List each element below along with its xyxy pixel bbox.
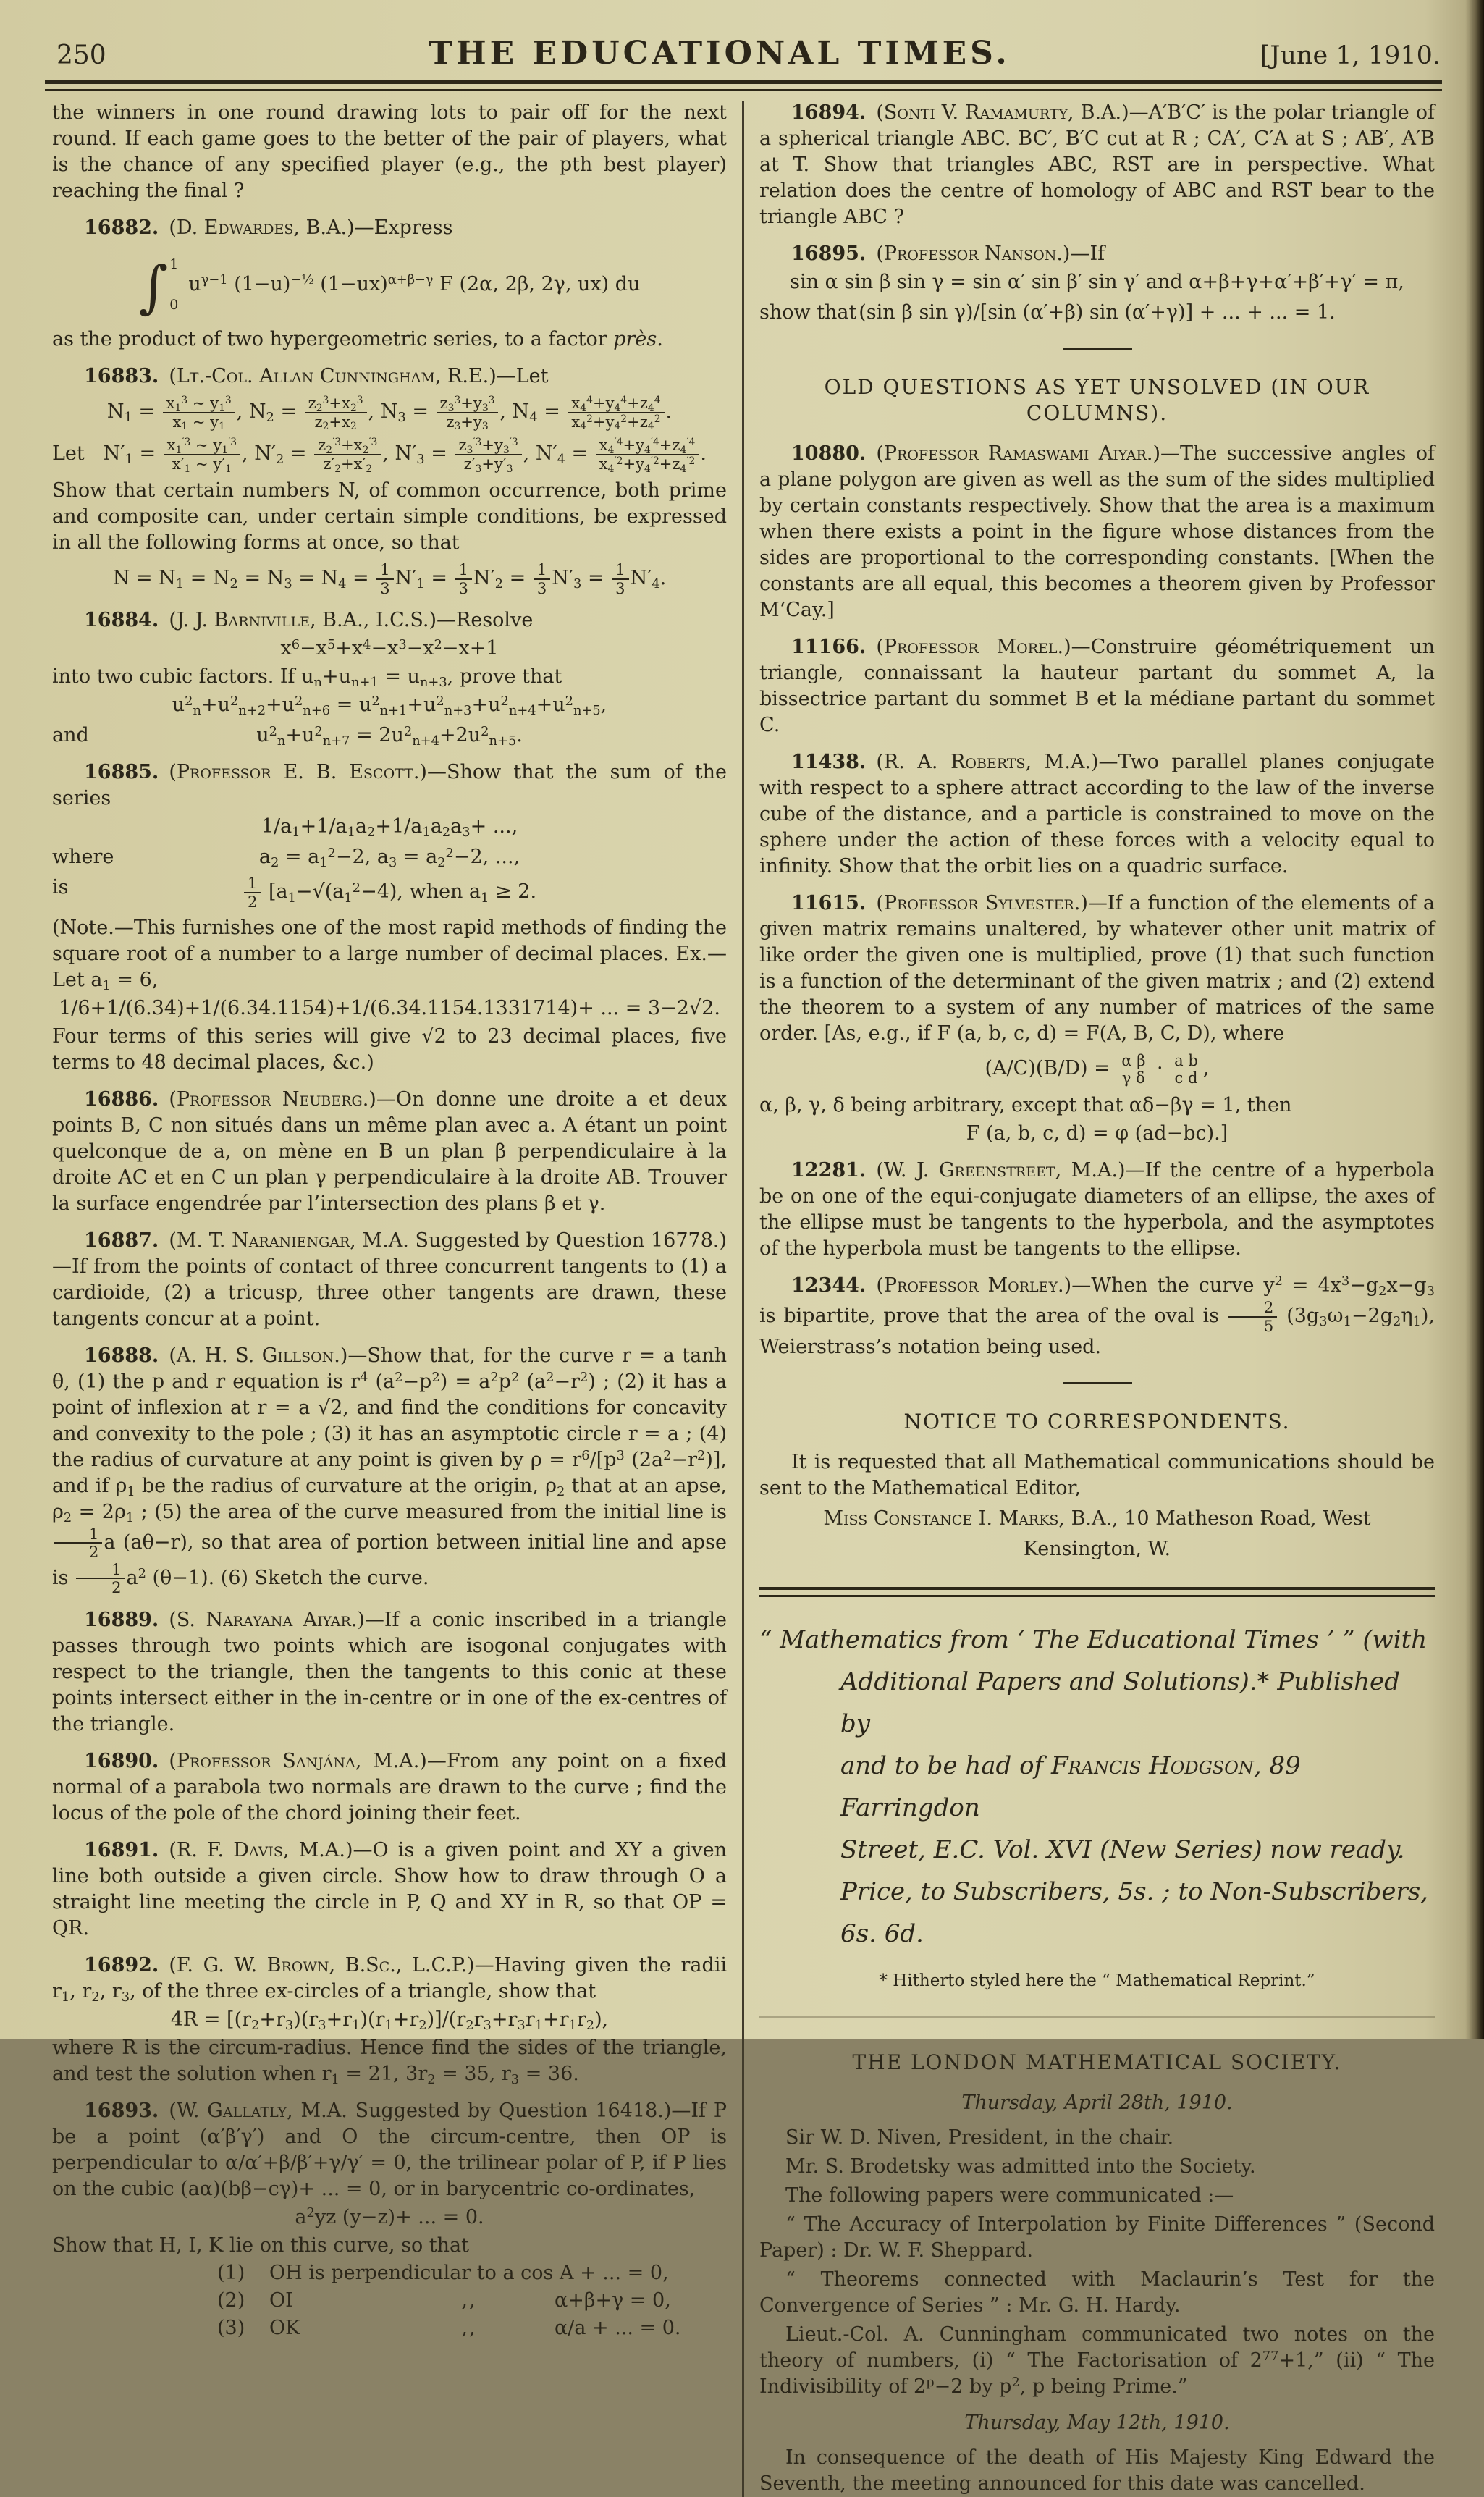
question-author: (Professor Sanjána, M.A.) bbox=[169, 1749, 427, 1772]
equation-16884-3-row bbox=[52, 723, 727, 749]
item-number: (3) bbox=[217, 2316, 245, 2339]
question-10880 bbox=[759, 441, 1435, 623]
page-date: [June 1, 1910. bbox=[1260, 41, 1441, 70]
question-text: —Two parallel planes conjugate with respect to a sphere attract according to the law of the inverse cube of the distance, and a particle is constrained to move on the sphere under the action of these forces with a velocity equal to infinity. Show that the orbit lies on a quadric surface. bbox=[759, 751, 1435, 877]
question-12281 bbox=[759, 1158, 1435, 1262]
question-number: 16883. bbox=[84, 365, 159, 387]
question-16892 bbox=[52, 1953, 727, 2005]
question-author: (D. Edwardes, B.A.) bbox=[169, 216, 355, 239]
editor-name: Miss Constance I. Marks, B.A., bbox=[823, 1507, 1118, 1530]
right-column bbox=[759, 100, 1465, 2497]
question-author: (R. F. Davis, M.A.) bbox=[169, 1838, 353, 1861]
question-number: 12281. bbox=[791, 1159, 867, 1182]
question-16882-after bbox=[52, 327, 727, 353]
question-11438 bbox=[759, 749, 1435, 880]
equation-16892-1: $4R = [(r_2+r_3)(r_3+r_1)(r_1+r_2)]/(r_2r_3+r_3r_1+r_1r_2)$, bbox=[170, 2008, 609, 2033]
condition-row-1 bbox=[52, 2260, 727, 2286]
question-16885-note: (Note.—This furnishes one of the most rapid methods of finding the square root of a number to a large number of decimal places. Ex.—Let $a_1 = 6$, bbox=[52, 916, 727, 993]
let-label: Let bbox=[52, 442, 85, 466]
equation: $N'_1$ = $\frac{x_1^{'3} \sim y_1^{'3}}{x'_1 \sim y'_1}$ , $N'_2$ = $\frac{z_2^{'3}+x_2^{'3}}{z'_2+x'_2}$ , $N'_3$ = $\frac{z_3^{'3}+y_3^{'3}}{z'_3+y'_3}$ , $N'_4$ = $\frac{x_4^{'4}+y_4^{'4}+z_4^{'4}}{x_4^{'2}+y_4^{'2}+z_4^{'2}}$ . bbox=[103, 436, 707, 475]
segment-label: OK bbox=[269, 2316, 300, 2339]
publisher-name: Francis Hodgson bbox=[1050, 1751, 1254, 1781]
page-title: THE EDUCATIONAL TIMES. bbox=[429, 35, 1011, 72]
section-rule bbox=[1063, 348, 1132, 350]
question-number: 16889. bbox=[84, 1608, 159, 1631]
question-number: 16895. bbox=[791, 243, 867, 265]
question-text: —If a function of the elements of a given matrix remains unaltered, by whatever other unit matrix of like order the given one is multiplied, prove (1) that such function is a function of the determinant of the given matrix ; and (2) extend the theorem to a system of any number of matrices of the same order. [As, e.g., if F (a, b, c, d) = F(A, B, C, D), where bbox=[759, 892, 1435, 1045]
question-text: —Express bbox=[354, 216, 453, 239]
equation: $\frac{1}{2}$ [$a_1-√(a_1^2-4)$, when $a_1 \ge 2$. bbox=[52, 875, 727, 910]
question-16885-note2: Four terms of this series will give √2 to 23 decimal places, five terms to 48 decimal places, &c.) bbox=[52, 1024, 727, 1074]
editor-address: 10 Matheson Road, West bbox=[1118, 1507, 1371, 1530]
show-that-label: show that bbox=[759, 301, 857, 324]
lms-heading: THE LONDON MATHEMATICAL SOCIETY. bbox=[852, 2050, 1342, 2075]
question-number: 16884. bbox=[84, 609, 159, 632]
text: , 89 Farringdon bbox=[840, 1751, 1301, 1823]
equation-16882-integral: ∫ 1 0 $u^{\gamma-1}$ $(1-u)^{-\frac{1}{2}}$ $(1-ux)^{\alpha+\beta-\gamma}$ F (2α, 2β, 2γ, ux) du bbox=[52, 251, 727, 318]
left-column bbox=[52, 100, 727, 2497]
advert-line-1: “ Mathematics from ‘ The Educational Times ’ ” (with bbox=[759, 1625, 1428, 1655]
question-text: —If bbox=[1070, 243, 1105, 265]
question-author: (Professor Nanson.) bbox=[876, 243, 1071, 265]
and-label: and bbox=[52, 724, 89, 747]
section-rule bbox=[1063, 1382, 1132, 1384]
text-italic: près. bbox=[613, 328, 663, 350]
advert-line-2: Additional Papers and Solutions).* Published by bbox=[840, 1667, 1400, 1739]
advert-rule bbox=[759, 1587, 1435, 1597]
question-11615 bbox=[759, 890, 1435, 1047]
question-author: (J. J. Barniville, B.A., I.C.S.) bbox=[169, 609, 437, 632]
question-text: —If from the points of contact of three concurrent tangents to (1) a cardioide, (2) a tricusp, three other tangents are drawn, these tangents concur at a point. bbox=[52, 1255, 727, 1330]
equation-16884-2: $u^2_n+u^2_{n+2}+u^2_{n+6} = u^2_{n+1}+u^2_{n+3}+u^2_{n+4}+u^2_{n+5}$, bbox=[172, 693, 607, 719]
question-number: 16890. bbox=[84, 1749, 159, 1772]
lms-paper-1: “ The Accuracy of Interpolation by Finite Differences ” (Second Paper) : Dr. W. F. Sheppard. bbox=[759, 2213, 1435, 2262]
question-text: —Construire géométriquement un triangle, connaissant la hauteur partant du sommet A, la bissectrice partant du sommet B et la médiane partant du sommet C. bbox=[759, 636, 1435, 736]
item-number: (2) bbox=[217, 2288, 245, 2312]
question-text: —If P be a point (α′β′γ′) and O the circum-centre, then OP is perpendicular to α/α′+β/β′+γ/γ′ = 0, the trilinear polar of P, if P lies on the cubic (aα)(bβ−cγ)+ ... = 0, or in barycentric co-ordinates, bbox=[52, 2099, 728, 2200]
lms-paragraph-3: The following papers were communicated :— bbox=[785, 2184, 1234, 2207]
condition-row-3 bbox=[52, 2315, 727, 2341]
question-number: 16885. bbox=[84, 761, 159, 784]
question-author: (Professor Morley.) bbox=[876, 1274, 1072, 1297]
equation-16895-1: sin α sin β sin γ = sin α′ sin β′ sin γ′ and α+β+γ+α′+β′+γ′ = π, bbox=[790, 271, 1404, 293]
question-author: (Professor Morel.) bbox=[876, 636, 1071, 658]
equation-16885-4: 1/6+1/(6.34)+1/(6.34.1154)+1/(6.34.1154.1331714)+ ... = 3−2√2. bbox=[59, 996, 720, 1019]
question-16890 bbox=[52, 1748, 727, 1827]
two-column-body bbox=[0, 91, 1484, 2497]
question-text: —Let bbox=[496, 365, 549, 387]
question-author-note: Suggested by Question 16778.) bbox=[408, 1229, 727, 1252]
question-text: —Having given the radii $r_1$, $r_2$, $r_3$, of the three ex-circles of a triangle, show that bbox=[52, 1953, 728, 2005]
notice-address-line1 bbox=[759, 1506, 1435, 1532]
question-11615-body: α, β, γ, δ being arbitrary, except that αδ−βγ = 1, then bbox=[759, 1094, 1292, 1117]
question-16892-body: where R is the circum-radius. Hence find the sides of the triangle, and test the solution when $r_1 = 21$, $3r_2 = 35$, $r_3 = 36$. bbox=[52, 2036, 727, 2087]
equation-16883-2 bbox=[52, 436, 727, 475]
question-16884 bbox=[52, 607, 727, 633]
text: as the product of two hypergeometric series, to a factor bbox=[52, 328, 614, 350]
advert-footnote: * Hitherto styled here the “ Mathematical Reprint.” bbox=[879, 1971, 1315, 1991]
lms-paragraph-1: Sir W. D. Niven, President, in the chair. bbox=[785, 2126, 1174, 2149]
header-rule bbox=[45, 80, 1442, 91]
question-author: (Professor Ramaswami Aiyar.) bbox=[876, 442, 1160, 465]
condition-formula: α/a + ... = 0. bbox=[555, 2316, 681, 2339]
advert-line-3 bbox=[759, 1745, 1435, 1829]
question-number: 10880. bbox=[791, 442, 867, 465]
question-number: 12344. bbox=[791, 1274, 867, 1297]
question-16883 bbox=[52, 363, 727, 390]
equation-16883-3: $N = N_1 = N_2 = N_3 = N_4$ = $\frac{1}{3}$ $N'_1$ = $\frac{1}{3}$ $N'_2$ = $\frac{1}{3}$ $N'_3$ = $\frac{1}{3}$ $N'_4$. bbox=[112, 560, 667, 597]
question-number: 16886. bbox=[84, 1087, 159, 1111]
question-text: —O is a given point and XY a given line both outside a given circle. Show how to draw through O a straight line meeting the circle in P, Q and XY in R, so that OP = QR. bbox=[52, 1838, 727, 1940]
question-16893 bbox=[52, 2098, 727, 2202]
question-number: 16892. bbox=[84, 1953, 159, 1976]
advert-line-4: Street, E.C. Vol. XVI (New Series) now ready. bbox=[840, 1835, 1405, 1865]
question-author: (M. T. Naraniengar, M.A. bbox=[169, 1229, 409, 1252]
question-text: —If the centre of a hyperbola be on one of the equi-conjugate diameters of an ellipse, the axes of the ellipse must be tangents to the hyperbola, and the asymptotes of the hyperbola must be tangents to the ellipse. bbox=[759, 1159, 1435, 1260]
question-number: 16887. bbox=[84, 1229, 159, 1252]
question-16885 bbox=[52, 759, 727, 812]
lms-paper-2: “ Theorems connected with Maclaurin’s Test for the Convergence of Series ” : Mr. G. H. Hardy. bbox=[759, 2268, 1435, 2317]
ditto-mark: ,, bbox=[461, 2288, 477, 2312]
equation-16883-1: $N_1$ = $\frac{x_1^3 \sim y_1^3}{x_1 \sim y_1}$ , $N_2$ = $\frac{z_2^3+x_2^3}{z_2+x_2}$ , $N_3$ = $\frac{z_3^3+y_3^3}{z_3+y_3}$ , $N_4$ = $\frac{x_4^4+y_4^4+z_4^4}{x_4^2+y_4^2+z_4^2}$ . bbox=[106, 394, 673, 433]
equation-16895-2-row bbox=[759, 300, 1435, 326]
question-16886 bbox=[52, 1087, 727, 1217]
question-author: (W. J. Greenstreet, M.A.) bbox=[876, 1159, 1126, 1182]
item-number: (1) bbox=[217, 2261, 245, 2284]
question-16887 bbox=[52, 1228, 727, 1332]
equation: $u^2_n+u^2_{n+7} = 2u^2_{n+4}+2u^2_{n+5}$. bbox=[256, 723, 523, 749]
equation-11615-2: F (a, b, c, d) = φ (ad−bc).] bbox=[966, 1122, 1228, 1145]
question-number: 16891. bbox=[84, 1838, 159, 1861]
faint-rule bbox=[759, 2016, 1435, 2018]
question-text: —A′B′C′ is the polar triangle of a spherical triangle ABC. BC′, B′C cut at R ; CA′, C′A at S ; AB′, A′B at T. Show that triangles ABC, RST are in perspective. What relation does the centre of homology of ABC and RST bear to the triangle ABC ? bbox=[759, 101, 1435, 228]
ditto-mark: ,, bbox=[461, 2316, 477, 2339]
is-label: is bbox=[52, 876, 69, 899]
question-16882 bbox=[52, 215, 727, 241]
equation-16885-1: $1/a_1+1/a_1a_2+1/a_1a_2a_3+$ ..., bbox=[261, 815, 518, 841]
lms-paragraph-7: In consequence of the death of His Majesty King Edward the Seventh, the meeting announced for this date was cancelled. bbox=[759, 2446, 1435, 2496]
question-number: 16888. bbox=[84, 1344, 159, 1367]
question-16893-body: Show that H, I, K lie on this curve, so that bbox=[52, 2233, 469, 2257]
question-author: (A. H. S. Gillson.) bbox=[169, 1344, 348, 1367]
equation-16893-1: $a^2yz$ (y−z)+ ... = 0. bbox=[295, 2205, 484, 2228]
question-number: 11438. bbox=[791, 751, 867, 773]
question-16889 bbox=[52, 1607, 727, 1738]
question-author: (Professor Neuberg.) bbox=[169, 1087, 376, 1111]
question-number: 11615. bbox=[791, 892, 867, 914]
lms-paragraph-2: Mr. S. Brodetsky was admitted into the Society. bbox=[785, 2155, 1256, 2178]
equation-16885-3-row bbox=[52, 875, 727, 910]
intro-paragraph: the winners in one round drawing lots to pair off for the next round. If each game goes to the better of the pair of players, what is the chance of any specified player (e.g., the pth best player) reaching the final ? bbox=[52, 101, 727, 202]
question-16888 bbox=[52, 1343, 727, 1596]
equation-16884-1: $x^6-x^5+x^4-x^3-x^2-x+1$ bbox=[280, 636, 499, 660]
question-text: —Show that, for the curve r = a tanh θ, (1) the p and r equation is $r^4$ $(a^2-p^2) = a^2p^2$ $(a^2-r^2)$ ; (2) it has a point of inflexion at r = a √2, and find the conditions for concavity and convexity to the pole ; (3) it has an asymptotic circle r = a ; (4) the radius of curvature at any point is given by $\rho = r^6/[p^3$ $(2a^2-r^2)$], and if $\rho_1$ be the radius of curvature at the origin, $\rho_2$ that at an apse, $\rho_2 = 2\rho_1$ ; (5) the area of the curve measured from the initial line is $\frac{1}{2}$ a (aθ−r), so that area of portion between initial line and apse is $\frac{1}{2}$ $a^2$ (θ−1). (6) Sketch the curve. bbox=[52, 1344, 728, 1597]
integral-limits bbox=[169, 251, 178, 318]
text: and to be had of bbox=[840, 1751, 1051, 1781]
question-text: —On donne une droite a et deux points B, C non situés dans un même plan avec a. A étant un point quelconque de a, on mène en B un plan β perpendiculaire à la droite AC et en C un plan γ perpendiculaire à la droite AB. Trouver la surface engendrée par l’intersection des plans β et γ. bbox=[52, 1087, 727, 1215]
notice-body: It is requested that all Mathematical communications should be sent to the Mathematical Editor, bbox=[759, 1451, 1435, 1500]
question-author-note: Suggested by Question 16418.) bbox=[347, 2099, 672, 2122]
column-divider bbox=[742, 101, 744, 2497]
lms-date-2: Thursday, May 12th, 1910. bbox=[964, 2412, 1230, 2435]
question-text: —When the curve $y^2 = 4x^3-g_2x-g_3$ is bipartite, prove that the area of the oval is $\frac{2}{5}$ $(3g_3\omega_1-2g_2\eta_1)$, Weierstrass’s notation being used. bbox=[759, 1273, 1435, 1359]
equation-16885-2-row bbox=[52, 844, 727, 870]
segment-label: OI bbox=[269, 2288, 293, 2312]
question-author: (Professor Sylvester.) bbox=[876, 892, 1088, 914]
question-number: 16893. bbox=[84, 2099, 159, 2122]
question-16884-body: into two cubic factors. If $u_n+u_{n+1} = u_{n+3}$, prove that bbox=[52, 665, 562, 691]
question-author: (R. A. Roberts, M.A.) bbox=[876, 751, 1099, 773]
question-number: 16894. bbox=[791, 101, 867, 124]
question-text: —If a conic inscribed in a triangle passes through two points which are isogonal conjugates with respect to the triangle, then the tangents to this conic at these points intersect either in the in-centre or in one of the ex-centres of the triangle. bbox=[52, 1608, 727, 1735]
question-16895 bbox=[759, 241, 1435, 267]
question-number: 16882. bbox=[84, 216, 159, 239]
old-questions-heading: OLD QUESTIONS AS YET UNSOLVED (IN OUR COLUMNS). bbox=[824, 375, 1370, 425]
question-number: 11166. bbox=[791, 636, 867, 658]
question-text: —Show that the sum of the series bbox=[52, 761, 727, 810]
lms-paragraph-6: Lieut.-Col. A. Cunningham communicated two notes on the theory of numbers, (i) “ The Factorisation of $2^{77}+1$,” (ii) “ The Indivisibility of $2^p-2$ by $p^2$, p being Prime.” bbox=[759, 2323, 1435, 2399]
lms-date-1: Thursday, April 28th, 1910. bbox=[961, 2092, 1233, 2115]
question-text: —From any point on a fixed normal of a parabola two normals are drawn to the curve ; find the locus of the pole of the chord joining their feet. bbox=[52, 1749, 727, 1824]
question-author: (Sonti V. Ramamurty, B.A.) bbox=[876, 101, 1129, 124]
equation: (sin β sin γ)/[sin (α′+β) sin (α′+γ)] + ... + ... = 1. bbox=[859, 301, 1336, 324]
condition-formula: α+β+γ = 0, bbox=[555, 2288, 671, 2312]
question-author: (Lt.-Col. Allan Cunningham, R.E.) bbox=[169, 365, 497, 387]
question-author: (S. Narayana Aiyar.) bbox=[169, 1608, 365, 1631]
notice-heading: NOTICE TO CORRESPONDENTS. bbox=[903, 1410, 1291, 1434]
integral-upper-limit: 1 bbox=[169, 256, 179, 272]
advert-block bbox=[759, 1619, 1435, 1955]
condition-row-2 bbox=[52, 2288, 727, 2314]
question-text: —The successive angles of a plane polygon are given as well as the sum of the sides multiplied by certain constants respectively. Show that the area is a maximum when there exists a point in the figure whose distances from the sides are proportional to the corresponding constants. [When the constants are all equal, this becomes a theorem given by Professor M‘Cay.] bbox=[759, 442, 1435, 621]
equation-11615-1: (A/C)(B/D) = α β γ δ · a b c d , bbox=[985, 1051, 1210, 1087]
question-16891 bbox=[52, 1837, 727, 1942]
integral-lower-limit: 0 bbox=[169, 297, 179, 313]
page-header bbox=[0, 0, 1484, 72]
question-author: (W. Gallatly, M.A. bbox=[169, 2099, 347, 2122]
where-label: where bbox=[52, 846, 114, 869]
equation: $a_2 = a_1^2-2$, $a_3 = a_2^2-2$, ..., bbox=[258, 845, 520, 871]
advert-line-5: Price, to Subscribers, 5s. ; to Non-Subscribers, 6s. 6d. bbox=[840, 1877, 1428, 1949]
integrand: $u^{\gamma-1}$ $(1-u)^{-\frac{1}{2}}$ $(1-ux)^{\alpha+\beta-\gamma}$ F (2α, 2β, 2γ, ux) du bbox=[188, 272, 641, 295]
page-number: 250 bbox=[56, 41, 106, 70]
question-16894 bbox=[759, 100, 1435, 230]
question-author: (F. G. W. Brown, B.Sc., L.C.P.) bbox=[169, 1953, 475, 1976]
question-12344 bbox=[759, 1273, 1435, 1360]
question-16883-body: Show that certain numbers N, of common occurrence, both prime and composite can, under certain simple conditions, be expressed in all the following forms at once, so that bbox=[52, 479, 727, 555]
question-author: (Professor E. B. Escott.) bbox=[169, 761, 427, 784]
question-11166 bbox=[759, 634, 1435, 738]
question-text: —Resolve bbox=[437, 609, 534, 632]
condition-text: OH is perpendicular to a cos A + ... = 0, bbox=[269, 2261, 669, 2284]
notice-address-line2: Kensington, W. bbox=[1023, 1538, 1171, 1561]
